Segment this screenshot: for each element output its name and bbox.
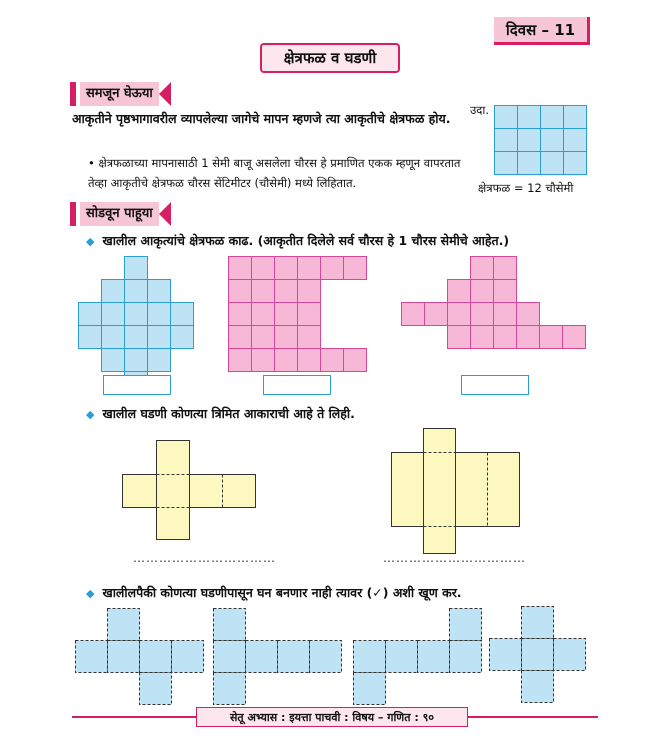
net-face	[424, 429, 456, 554]
grid-cell	[229, 349, 252, 372]
grid-cell	[125, 280, 148, 303]
grid-cell	[541, 129, 564, 152]
grid-cell	[102, 280, 125, 303]
grid-cell	[252, 349, 275, 372]
grid-cell	[125, 303, 148, 326]
net-face	[490, 639, 522, 671]
example-grid	[494, 105, 588, 175]
grid-cell	[344, 257, 367, 280]
grid-cell	[102, 349, 125, 372]
example-caption: क्षेत्रफळ = 12 चौसेमी	[478, 181, 574, 195]
grid-cell	[517, 303, 540, 326]
grid-cell	[275, 303, 298, 326]
grid-cell	[471, 280, 494, 303]
cube-net-option-2[interactable]	[213, 608, 343, 704]
grid-cell	[229, 280, 252, 303]
grid-cell	[102, 303, 125, 326]
grid-cell	[541, 106, 564, 129]
grid-cell	[564, 129, 587, 152]
question-3: ◆ खालीलपैकी कोणत्या घडणीपासून घन बनणार नाही त्यावर (✓) अशी खूण कर.	[86, 585, 462, 600]
grid-cell	[494, 280, 517, 303]
net-face	[418, 641, 450, 673]
grid-cell	[79, 326, 102, 349]
grid-cell	[564, 106, 587, 129]
grid-cell	[229, 257, 252, 280]
cube-net-option-4[interactable]	[489, 606, 585, 702]
example-label: उदा.	[470, 103, 490, 117]
answer-blank-2[interactable]: ……………………………	[383, 551, 526, 565]
section-tab-solve	[70, 202, 171, 226]
footer: सेतू अभ्यास : इयत्ता पाचवी : विषय – गणित : ९०	[196, 707, 468, 727]
net-face	[140, 641, 172, 673]
grid-cell	[344, 349, 367, 372]
grid-cell	[471, 326, 494, 349]
net-cuboid-1	[122, 440, 256, 540]
grid-cell	[229, 303, 252, 326]
cube-net-option-1[interactable]	[75, 608, 211, 704]
grid-cell	[252, 257, 275, 280]
grid-cell	[252, 280, 275, 303]
net-face	[157, 441, 190, 540]
grid-cell	[494, 303, 517, 326]
grid-cell	[564, 152, 587, 175]
bullet-text: • क्षेत्रफळाच्या मापनासाठी 1 सेमी बाजू असलेला चौरस हे प्रमाणित एकक म्हणून वापरतात तेव्हा आकृतीचे क्षेत्रफळ चौरस सेंटिमीटर (चौसेमी) मध्ये लिहितात.	[88, 156, 461, 190]
net-face	[522, 607, 554, 639]
grid-cell	[402, 303, 425, 326]
section-tab-label: समजून घेऊया	[80, 82, 159, 106]
net-face	[108, 641, 140, 673]
definition-text: आकृतीने पृष्ठभागावरील व्यापलेल्या जागेचे मापन म्हणजे त्या आकृतीचे क्षेत्रफळ होय.	[72, 111, 451, 126]
grid-cell	[471, 257, 494, 280]
net-face	[354, 673, 386, 705]
grid-cell	[298, 326, 321, 349]
grid-cell	[321, 257, 344, 280]
grid-cell	[494, 257, 517, 280]
area-figure-steps	[401, 256, 585, 348]
question-1: ◆ खालील आकृत्यांचे क्षेत्रफळ काढ. (आकृतीत दिलेले सर्व चौरस हे 1 चौरस सेमीचे आहेत.)	[86, 233, 510, 248]
grid-cell	[448, 303, 471, 326]
grid-cell	[518, 106, 541, 129]
net-face	[108, 609, 140, 641]
net-face	[522, 639, 554, 671]
net-face	[522, 671, 554, 703]
grid-cell	[275, 280, 298, 303]
grid-cell	[448, 326, 471, 349]
net-face	[450, 609, 482, 641]
grid-cell	[252, 303, 275, 326]
grid-cell	[298, 257, 321, 280]
grid-cell	[275, 326, 298, 349]
net-face	[76, 641, 108, 673]
diamond-bullet-icon: ◆	[86, 408, 95, 421]
answer-box-3[interactable]	[461, 375, 529, 395]
grid-cell	[541, 152, 564, 175]
grid-cell	[148, 326, 171, 349]
grid-cell	[229, 326, 252, 349]
grid-cell	[298, 280, 321, 303]
grid-cell	[275, 257, 298, 280]
grid-cell	[148, 349, 171, 372]
grid-cell	[298, 349, 321, 372]
grid-cell	[125, 326, 148, 349]
grid-cell	[125, 349, 148, 372]
bullet-icon: •	[88, 156, 99, 170]
cube-net-option-3[interactable]	[353, 608, 481, 704]
grid-cell	[517, 326, 540, 349]
grid-cell	[518, 129, 541, 152]
grid-cell	[171, 303, 194, 326]
grid-cell	[148, 303, 171, 326]
area-figure-c	[228, 256, 368, 372]
answer-box-1[interactable]	[103, 375, 171, 395]
answer-blank-1[interactable]: ……………………………	[133, 551, 276, 565]
grid-cell	[321, 349, 344, 372]
grid-cell	[494, 326, 517, 349]
net-face	[554, 639, 586, 671]
grid-cell	[471, 303, 494, 326]
grid-cell	[79, 303, 102, 326]
net-cuboid-2	[391, 428, 521, 554]
net-face	[214, 641, 246, 673]
area-figure-plus	[78, 256, 194, 372]
net-face	[450, 641, 482, 673]
page-title: क्षेत्रफळ व घडणी	[260, 43, 400, 73]
section-tab-label: सोडवून पाहूया	[80, 202, 159, 226]
grid-cell	[495, 129, 518, 152]
net-face	[278, 641, 310, 673]
net-face	[140, 673, 172, 705]
grid-cell	[495, 152, 518, 175]
question-2: ◆ खालील घडणी कोणत्या त्रिमित आकाराची आहे ते लिही.	[86, 406, 355, 421]
net-face	[214, 609, 246, 641]
grid-cell	[540, 326, 563, 349]
diamond-bullet-icon: ◆	[86, 587, 95, 600]
grid-cell	[495, 106, 518, 129]
net-face	[214, 673, 246, 705]
grid-cell	[102, 326, 125, 349]
net-face	[246, 641, 278, 673]
grid-cell	[275, 349, 298, 372]
section-tab-understand	[70, 82, 171, 106]
grid-cell	[298, 303, 321, 326]
grid-cell	[448, 280, 471, 303]
grid-cell	[252, 326, 275, 349]
grid-cell	[148, 280, 171, 303]
day-badge: दिवस – 11	[494, 17, 590, 45]
grid-cell	[125, 257, 148, 280]
grid-cell	[171, 326, 194, 349]
net-face	[310, 641, 342, 673]
net-face	[386, 641, 418, 673]
grid-cell	[563, 326, 586, 349]
diamond-bullet-icon: ◆	[86, 235, 95, 248]
grid-cell	[518, 152, 541, 175]
grid-cell	[425, 303, 448, 326]
net-face	[172, 641, 204, 673]
answer-box-2[interactable]	[263, 375, 331, 395]
net-face	[354, 641, 386, 673]
